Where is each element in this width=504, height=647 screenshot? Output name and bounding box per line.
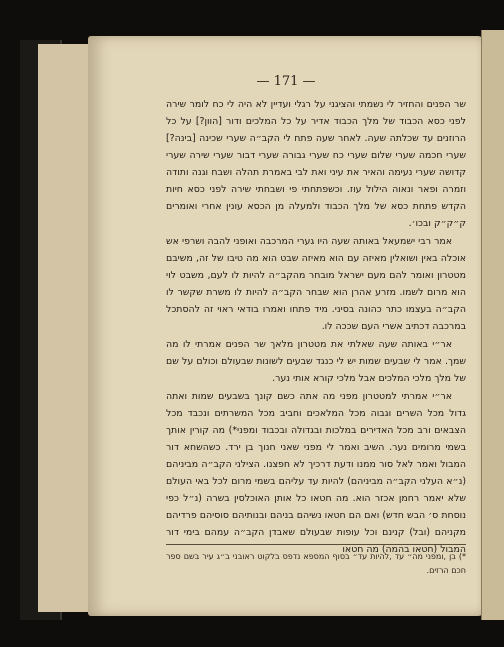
main-text bbox=[166, 96, 466, 559]
page-number: — 171 — bbox=[256, 74, 316, 89]
book-page bbox=[88, 36, 484, 616]
footnote-divider bbox=[166, 544, 466, 545]
paragraph-3: אר״י באותה שעה שאלתי את מטטרון מלאך שר הפנים אמרתי לו מה שמך. אמר לי שבעים שמות יש לי כנגד שבעים לשונות שבעולם וכולם על שם של מלך מלכי המלכים אבל מלכי קורא אותי נער. bbox=[166, 339, 466, 384]
facing-page-edge bbox=[481, 30, 504, 620]
paragraph-2: אמר רבי ישמעאל באותה שעה היו גערי המרכבה ואופני להבה ושרפי אש אוכלה באין ושואלין מאיזה עם הוא מאיזה שבט הוא מה טיבו של זה, משיבם מטטרון ואומר להם מעם ישראל מובחר מהקב״ה להיות לו לעם, משבט לוי הוא מרום לשמו. מזרע אהרן הוא שבחר הקב״ה להיות לו משרת שקשר לו הקב״ה בעצמו כתר כהונה בסיני. מיד פתחו ואמרו בודאי ראוי זה להסתכל במרכבה דכתיב אשרי העם שככה לו. bbox=[166, 236, 466, 332]
paragraph-4: אר״י אמרתי למטטרון מפני מה אתה כשם קונך בשבעים שמות ואתה גדול מכל השרים וגבוה מכל המלאכים וחביב מכל המשרתים ונכבד מכל הצבאים ורב מכל האדירים במלכות ובגדולה ובכבוד ומפני*) מה קורין אותך בשמי מרומים נער. השיב ואמר לי מפני שאני חנוך בן ירד. כשהשחא דור המבול ואמר לאל סור ממנו ודעת דרכיך לא חפצנו. הצילני הקב״ה מביניהם (נ״א העלני הקב״ה מביניהם) להיות עד עליהם בשמי מרום לכל באי העולם שלא יאמר רחמן אכזר הוא. מה חטאו כל אותן האוכלסין בשרה (נ״ל כפי נוסחת ס׳ הבש חדש) ואם הם חטאו נשיהם בניהם ובנותיהם סוסיהם פרדיהם מקניהם (ובל) קנינם וכל עופות שבעולם שאבדן הקב״ה עמהם בימי דור המבול (חטאו בהמה) מה חטאו bbox=[166, 391, 466, 555]
paragraph-1: שר הפנים והחזיר לי נשמתי והציגני על רגלי ועדיין לא היה לי כח לומר שירה לפני כסא הכבוד של מלך הכבוד אדיר על כל המלכים ודור [הוון?] על כל הרוזנים עד שכלתה שעה. לאחר שעה פתח לי הקב״ה שערי שכינה [בינה?] שערי חכמה שערי שלום שערי כח שערי גבורה שערי דבור שערי שירה שערי קדושה שערי נעימה והאיר את עיני ואת לבי באמרת תהלה ושבח וגנה ותודה וזמרה ופאר ונאוה הילול עוז. וכשפתחתי פי ושבחתי שירה לפני כסא חיות הקדש פתחת כסא של מלך הכבוד ולמעלה מן הכסא עונין אחרי ואומרים ק״ק״ק ובכו׳. bbox=[166, 99, 466, 229]
footnote: *) בן ,ומפני מה״ עד ,להיות עד״ בסוף המספא נדפס בלקוט ראובני ב״ג עיר בשם ספר חכם הרזים. bbox=[166, 552, 466, 575]
